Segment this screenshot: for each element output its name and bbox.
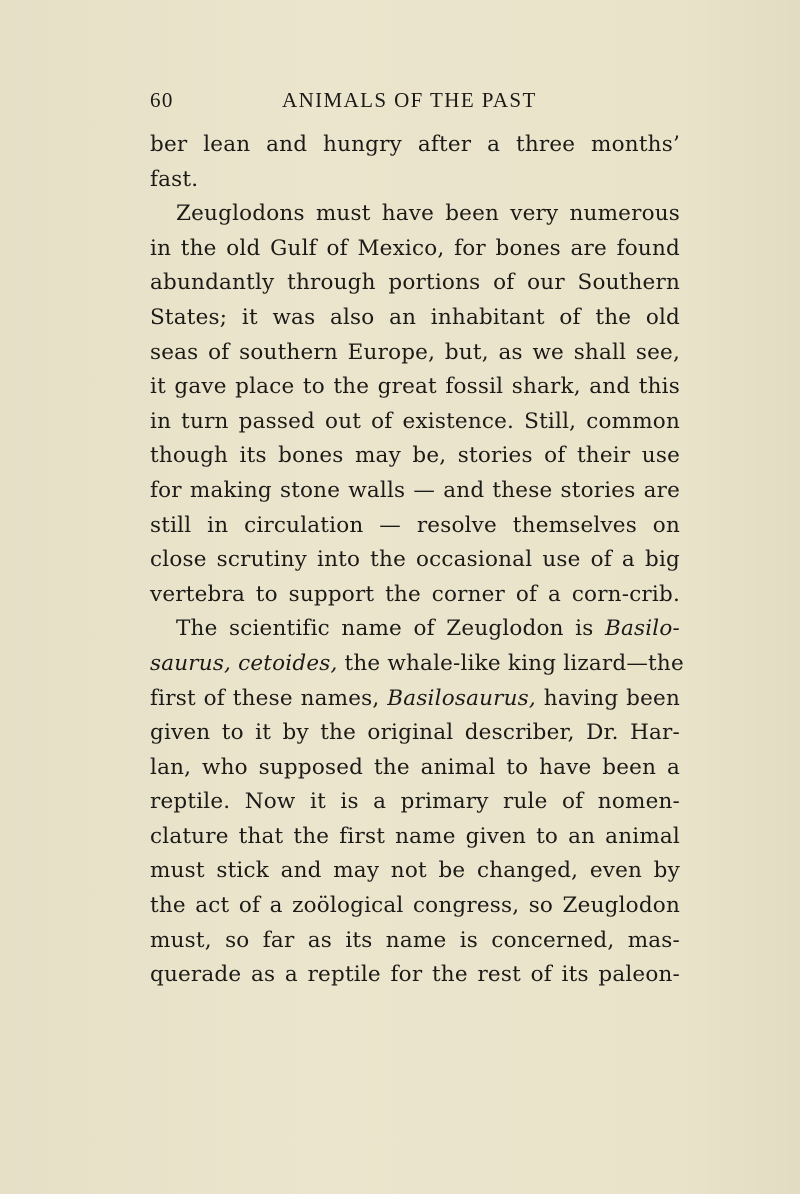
text-line: vertebra to support the corner of a corn-crib. [150, 581, 680, 607]
text-line: abundantly through portions of our Southern [150, 270, 680, 296]
text-line: still in circulation — resolve themselves on [150, 512, 680, 538]
paragraph-start-line: The scientific name of Zeuglodon is Basilo- [176, 616, 680, 642]
text-line: given to it by the original describer, Dr. Har- [150, 720, 680, 746]
text-line: States; it was also an inhabitant of the old [150, 304, 680, 330]
text-line: seas of southern Europe, but, as we shall see, [150, 339, 680, 365]
italic-term: saurus, cetoides, [150, 650, 338, 676]
text-line: saurus, cetoides, the whale-like king lizard—the [150, 650, 684, 676]
text-line: in the old Gulf of Mexico, for bones are found [150, 235, 680, 261]
text-line: the act of a zoölogical congress, so Zeuglodon [150, 893, 680, 919]
page-header [150, 88, 620, 118]
text-line: ber lean and hungry after a three months’ [150, 132, 680, 157]
text-line: fast. [150, 166, 199, 192]
italic-term: Basilosaurus, [387, 685, 536, 711]
paragraph-start-line: Zeuglodons must have been very numerous [176, 201, 680, 227]
text-line: close scrutiny into the occasional use of a big [150, 547, 680, 573]
page-number: 60 [150, 88, 174, 112]
text-line: must stick and may not be changed, even by [150, 858, 680, 884]
text-line: querade as a reptile for the rest of its paleon- [150, 962, 680, 988]
text-line: must, so far as its name is concerned, mas- [150, 927, 680, 953]
text-line: it gave place to the great fossil shark, and this [150, 374, 680, 400]
text-line: in turn passed out of existence. Still, common [150, 408, 680, 434]
text-line: lan, who supposed the animal to have been a [150, 754, 680, 780]
text-line: first of these names, Basilosaurus, having been [150, 685, 680, 711]
text-line: though its bones may be, stories of their use [150, 443, 680, 469]
text-line: reptile. Now it is a primary rule of nomen- [150, 789, 680, 815]
running-title: ANIMALS OF THE PAST [282, 88, 537, 112]
text-line: for making stone walls — and these stories are [150, 477, 680, 503]
text-line: clature that the first name given to an animal [150, 823, 680, 849]
italic-term: Basilo- [604, 616, 680, 642]
body-text [150, 128, 684, 993]
